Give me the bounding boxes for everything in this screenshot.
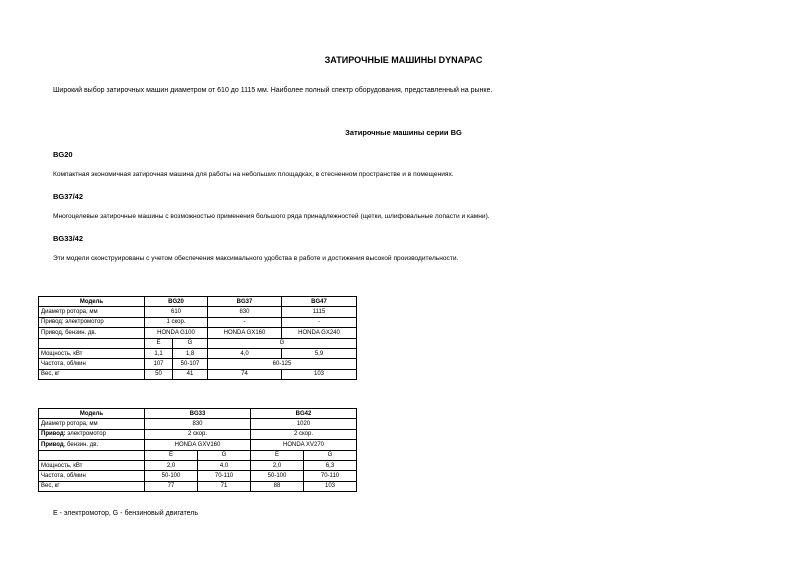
table-row	[39, 440, 357, 450]
table-row	[39, 307, 357, 317]
table-cell: 1,1	[145, 348, 173, 358]
table-cell: HONDA G100	[145, 328, 208, 338]
table-cell: -	[208, 317, 282, 327]
series-heading: Затирочные машины серии BG	[345, 128, 462, 137]
row-label-rest: , бензин. дв.	[63, 441, 99, 448]
table-cell: 74	[208, 369, 282, 379]
table-row	[39, 328, 357, 338]
row-label	[39, 450, 145, 460]
table-cell: 103	[282, 369, 357, 379]
table-cell: E	[145, 450, 198, 460]
row-label: Частота, об/мин	[39, 359, 145, 369]
table-cell: 70-110	[304, 471, 357, 481]
table-cell: 6,3	[304, 460, 357, 470]
table-header-cell: BG20	[145, 297, 208, 307]
row-label: Диаметр ротора, мм	[39, 307, 145, 317]
table-cell: 88	[251, 481, 304, 491]
table-cell: 50-100	[145, 471, 198, 481]
section-heading-bg33-42: BG33/42	[53, 234, 84, 243]
row-label-bold: Привод:	[41, 431, 66, 438]
table-cell: 4,0	[208, 348, 282, 358]
table-row	[39, 369, 357, 379]
table-cell: 103	[304, 481, 357, 491]
table-cell: 2 скор.	[145, 429, 251, 439]
row-label	[39, 338, 145, 348]
table-row	[39, 460, 357, 470]
row-label: Привод: электромотор	[39, 317, 145, 327]
table-cell: HONDA GXV160	[145, 440, 251, 450]
table-cell: 1,8	[173, 348, 208, 358]
table-cell: G	[304, 450, 357, 460]
row-label: Мощность, кВт	[39, 348, 145, 358]
table-cell: 1020	[251, 419, 357, 429]
table-row	[39, 481, 357, 491]
row-label: Вес, кг	[39, 369, 145, 379]
table-cell: 2 скор.	[251, 429, 357, 439]
table-cell: -	[282, 317, 357, 327]
table-row	[39, 338, 357, 348]
table-row	[39, 409, 357, 419]
table-cell: 830	[208, 307, 282, 317]
table-cell: 41	[173, 369, 208, 379]
row-label: Мощность, кВт	[39, 460, 145, 470]
table-cell: G	[173, 338, 208, 348]
table-cell: 4,0	[198, 460, 251, 470]
row-label: Частота, об/мин	[39, 471, 145, 481]
table-header-cell: BG37	[208, 297, 282, 307]
row-label: Привод, бензин. дв.	[39, 328, 145, 338]
table-cell: 50	[145, 369, 173, 379]
table-row	[39, 317, 357, 327]
table-row	[39, 429, 357, 439]
table-cell: 2,0	[251, 460, 304, 470]
table-cell: 1 скор.	[145, 317, 208, 327]
table-cell: G	[208, 338, 357, 348]
section-heading-bg37-42: BG37/42	[53, 192, 84, 201]
section-text-bg33-42: Эти модели сконструированы с учетом обеспечения максимального удобства в работе и достижения высокой производительности.	[53, 255, 459, 262]
intro-paragraph: Широкий выбор затирочных машин диаметром от 610 до 1115 мм. Наиболее полный спектр оборудования, представленный на рынке.	[53, 87, 493, 94]
table-cell: HONDA GX240	[282, 328, 357, 338]
table-header-cell: BG47	[282, 297, 357, 307]
row-label	[39, 440, 145, 450]
section-heading-bg20: BG20	[53, 150, 73, 159]
footnote-legend: E - электромотор, G - бензиновый двигатель	[53, 510, 198, 517]
table-cell: 60-125	[208, 359, 357, 369]
section-text-bg37-42: Многоцелевые затирочные машины с возможностью применения большого ряда принадлежностей (щетки, шлифовальные лопасти и камни).	[53, 213, 490, 220]
section-text-bg20: Компактная экономичная затирочная машина для работы на небольших площадках, в стесненном пространстве и в помещениях.	[53, 171, 454, 178]
table-row	[39, 297, 357, 307]
table-cell: 71	[198, 481, 251, 491]
row-label: Диаметр ротора, мм	[39, 419, 145, 429]
page-title: ЗАТИРОЧНЫЕ МАШИНЫ DYNAPAC	[324, 55, 483, 65]
row-label	[39, 429, 145, 439]
table-cell: 830	[145, 419, 251, 429]
table-row	[39, 450, 357, 460]
table-row	[39, 348, 357, 358]
table-header-cell: Модель	[39, 297, 145, 307]
spec-table-bg33-bg42	[38, 408, 357, 492]
table-cell: 5,9	[282, 348, 357, 358]
table-row	[39, 359, 357, 369]
table-cell: E	[251, 450, 304, 460]
spec-table-bg20-bg37-bg47	[38, 296, 357, 380]
table-cell: 610	[145, 307, 208, 317]
row-label: Вес, кг	[39, 481, 145, 491]
table-cell: HONDA XV270	[251, 440, 357, 450]
table-header-cell: BG33	[145, 409, 251, 419]
table-row	[39, 471, 357, 481]
row-label-rest: электромотор	[65, 431, 106, 438]
row-label-bold: Привод	[41, 441, 64, 448]
table-cell: 2,0	[145, 460, 198, 470]
table-cell: 50-107	[173, 359, 208, 369]
table-cell: 50-100	[251, 471, 304, 481]
table-cell: 107	[145, 359, 173, 369]
table-header-cell: Модель	[39, 409, 145, 419]
table-cell: HONDA GX160	[208, 328, 282, 338]
table-cell: E	[145, 338, 173, 348]
table-cell: 70-110	[198, 471, 251, 481]
table-row	[39, 419, 357, 429]
table-header-cell: BG42	[251, 409, 357, 419]
table-cell: G	[198, 450, 251, 460]
table-cell: 1115	[282, 307, 357, 317]
table-cell: 77	[145, 481, 198, 491]
